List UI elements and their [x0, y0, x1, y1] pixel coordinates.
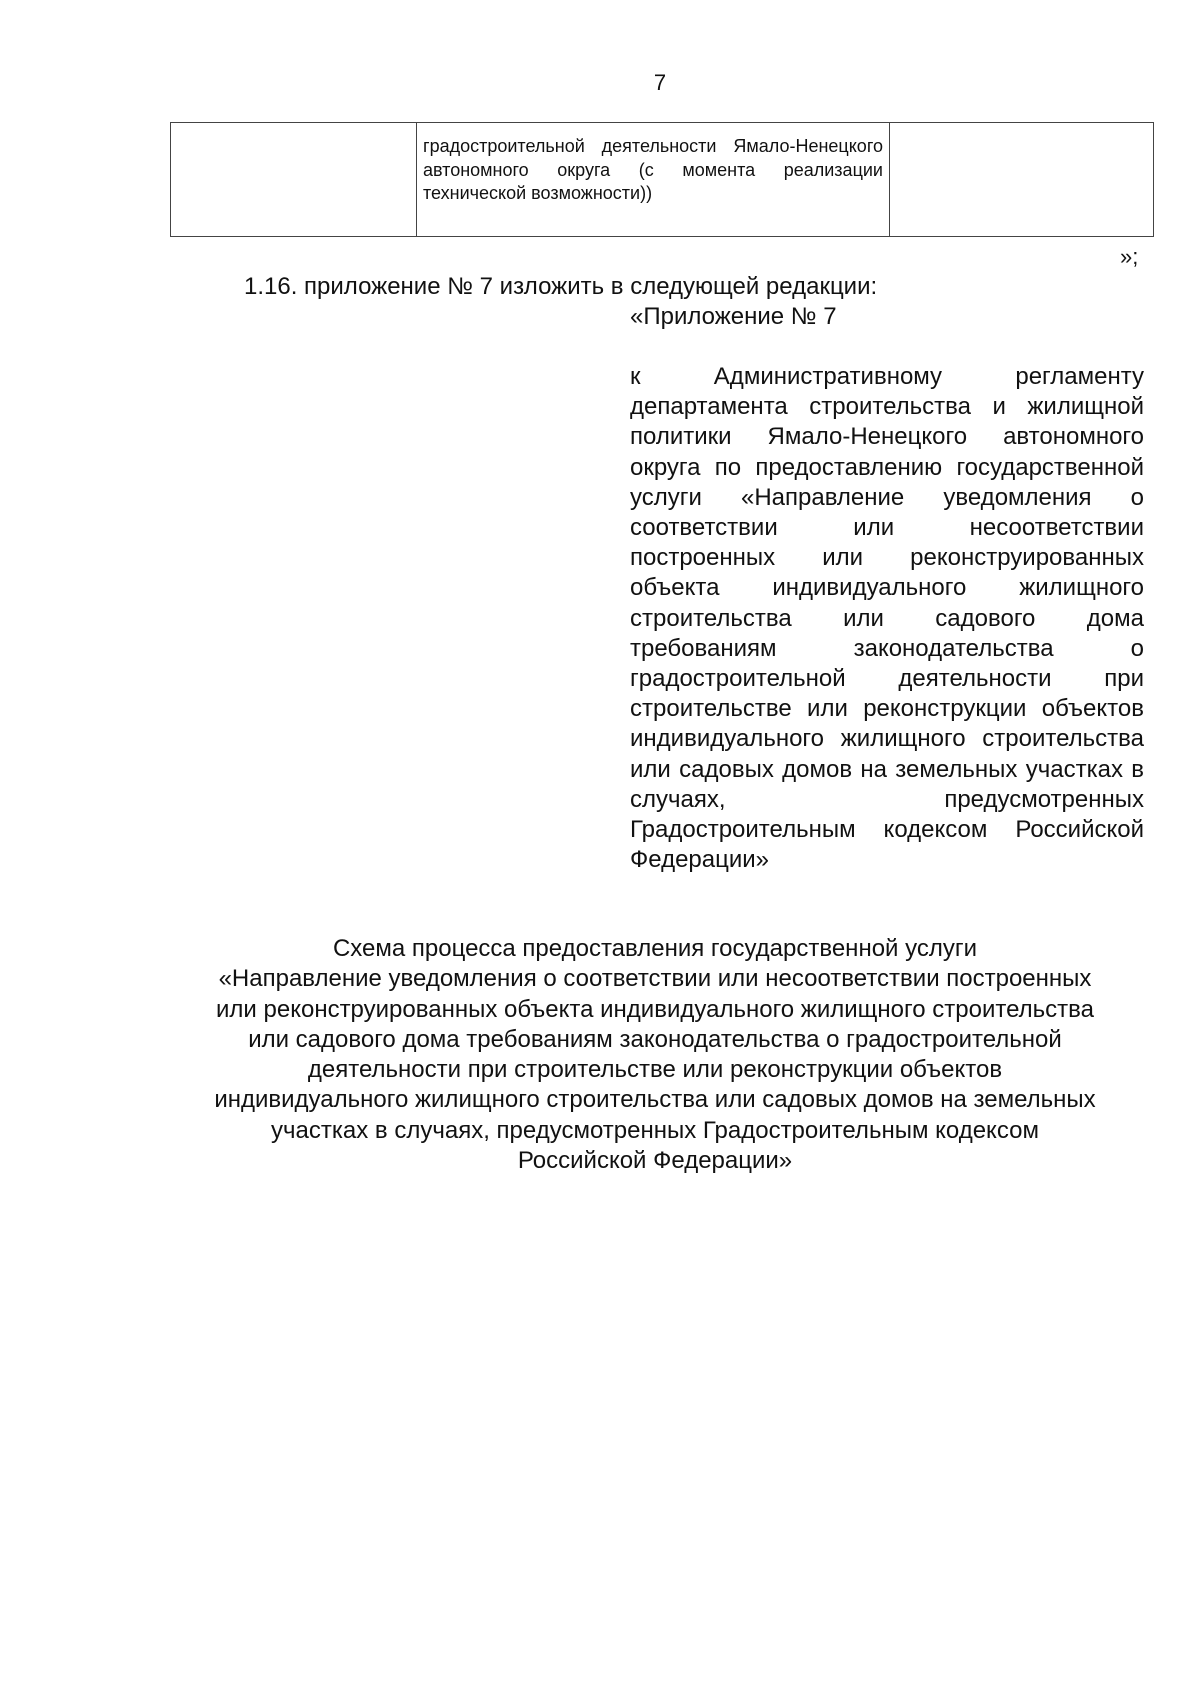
closing-quote-mark: »; [1120, 244, 1139, 269]
continuation-table [170, 122, 1154, 237]
scheme-title-line: «Направление уведомления о соответствии или несоответствии построенных [218, 965, 1092, 993]
table-cell-empty-right [890, 123, 1154, 237]
page-number: 7 [653, 70, 667, 95]
scheme-title-line: Схема процесса предоставления государственной услуги [332, 935, 978, 962]
scheme-title [160, 934, 1150, 1176]
table-cell-content: градостроительной деятельности Ямало-Ненецкого автономного округа (с момента реализации технической возможности)) [423, 136, 883, 203]
amendment-paragraph: 1.16. приложение № 7 изложить в следующей редакции: [244, 273, 878, 300]
table-cell-empty-left [171, 123, 417, 237]
table-row [171, 123, 1154, 237]
table-cell-text [417, 123, 890, 237]
appendix-title: «Приложение № 7 [630, 303, 837, 330]
scheme-title-line: деятельности при строительстве или реконструкции объектов [307, 1056, 1003, 1084]
scheme-title-line: или садового дома требованиям законодательства о градостроительной [248, 1025, 1062, 1053]
scheme-title-line: или реконструированных объекта индивидуального жилищного строительства [216, 995, 1094, 1023]
scheme-title-line: участках в случаях, предусмотренных Градостроительным кодексом [271, 1116, 1039, 1144]
scheme-title-line: индивидуального жилищного строительства или садовых домов на земельных [214, 1086, 1096, 1114]
scheme-title-line: Российской Федерации» [517, 1147, 793, 1175]
regulation-reference: к Административному регламенту департамента строительства и жилищной политики Ямало-Ненецкого автономного округа по предоставлению государственной услуги «Направление уведомления о соответствии или несоответствии построенных или реконструированных объекта индивидуального жилищного строительства или садового дома требованиям законодательства о градостроительной деятельности при строительстве или реконструкции объектов индивидуального жилищного строительства или садовых домов на земельных участках в случаях, предусмотренных Градостроительным кодексом Российской Федерации» [630, 363, 1144, 874]
